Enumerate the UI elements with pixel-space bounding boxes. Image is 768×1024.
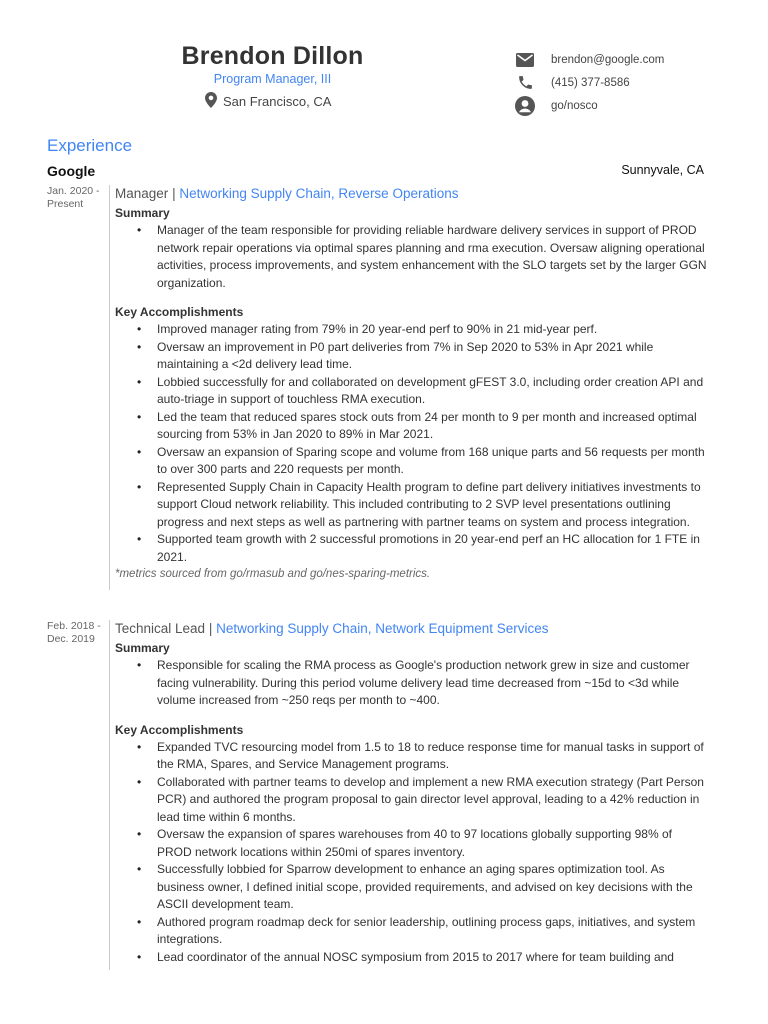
list-item: • Collaborated with partner teams to develop and implement a new RMA execution strategy (Part Person PCR) and authored the program proposal to gain director level approval, leading to a 42% reduction in lead time within 6 months. — [115, 774, 707, 827]
summary-list — [115, 222, 707, 292]
contact-golink[interactable] — [514, 94, 754, 117]
list-item: • Lobbied successfully for and collaborated on development gFEST 3.0, including order creation API and auto-triage in support of touchless RMA execution. — [115, 374, 707, 409]
contact-email-text[interactable]: brendon@google.com — [551, 53, 665, 66]
email-icon — [514, 49, 536, 71]
contact-golink-text[interactable]: go/nosco — [551, 99, 598, 112]
location-pin-icon — [205, 92, 217, 111]
metrics-note: *metrics sourced from go/rmasub and go/nes-sparing-metrics. — [115, 568, 431, 580]
list-item: • Successfully lobbied for Sparrow development to enhance an aging spares optimization tool. As business owner, I defined initial scope, provided requirements, and advised on key decisions with the ASCII development team. — [115, 861, 707, 914]
role-title — [115, 185, 707, 205]
company-location: Sunnyvale, CA — [621, 163, 704, 177]
candidate-name: Brendon Dillon — [181, 42, 364, 70]
contact-phone[interactable] — [514, 71, 754, 94]
role-start-date: Jan. 2020 - — [47, 185, 100, 197]
candidate-title[interactable]: Program Manager, III — [213, 72, 332, 86]
contact-list — [514, 48, 754, 117]
role-position: Technical Lead — [115, 621, 206, 636]
role-separator: | — [172, 186, 176, 201]
list-item: • Manager of the team responsible for providing reliable hardware delivery services in support of PROD network repair operations via optimal spares planning and rma execution. Oversaw aligning operational activities, process improvements, and system enhancement with the SLO targets set by the larger GGN organization. — [115, 222, 707, 292]
list-item: • Expanded TVC resourcing model from 1.5 to 18 to reduce response time for manual tasks in support of the RMA, Spares, and Service Management programs. — [115, 739, 707, 774]
list-item: • Supported team growth with 2 successful promotions in 20 year-end perf an HC allocation for 1 FTE in 2021. — [115, 531, 707, 566]
contact-email[interactable] — [514, 48, 754, 71]
company-name: Google — [47, 163, 96, 179]
contact-phone-text[interactable]: (415) 377-8586 — [551, 76, 630, 89]
role-dates — [47, 620, 109, 646]
accomplishments-label: Key Accomplishments — [115, 305, 244, 319]
accomplishments-label: Key Accomplishments — [115, 722, 244, 737]
role-body — [115, 620, 707, 966]
role-body — [115, 185, 707, 583]
role-position: Manager — [115, 186, 169, 201]
list-item: • Oversaw the expansion of spares warehouses from 40 to 97 locations globally supporting 98% of PROD network locations within 250mi of spares inventory. — [115, 826, 707, 861]
list-item: • Represented Supply Chain in Capacity Health program to define part delivery initiatives investments to support Cloud network reliability. This included contributing to 2 SVP level presentations outlining progress and next steps as well as partnering with partner teams on system and process integration. — [115, 479, 707, 532]
role-end-date: Dec. 2019 — [47, 633, 95, 645]
accomplishments-list — [115, 739, 707, 967]
role-start-date: Feb. 2018 - — [47, 620, 101, 632]
experience-heading: Experience — [47, 136, 133, 155]
list-item: • Authored program roadmap deck for senior leadership, outlining process gaps, initiatives, and system integrations. — [115, 914, 707, 949]
list-item: • Responsible for scaling the RMA process as Google's production network grew in size and customer facing vulnerability. During this period volume delivery lead time decreased from ~15d to <3d while volume increased from ~250 reqs per month to ~400. — [115, 657, 707, 710]
role-team: Networking Supply Chain, Network Equipment Services — [216, 621, 549, 636]
role-dates — [47, 185, 109, 211]
person-icon — [514, 95, 536, 117]
list-item: • Oversaw an expansion of Sparing scope and volume from 168 unique parts and 56 requests per month to over 300 parts and 220 requests per month. — [115, 444, 707, 479]
list-item: • Oversaw an improvement in P0 part deliveries from 7% in Sep 2020 to 53% in Apr 2021 while maintaining a <2d delivery lead time. — [115, 339, 707, 374]
phone-icon — [514, 72, 536, 94]
resume-header — [0, 0, 768, 130]
candidate-location — [205, 92, 331, 111]
list-item: • Improved manager rating from 79% in 20 year-end perf to 90% in 21 mid-year perf. — [115, 321, 707, 339]
role-team: Networking Supply Chain, Reverse Operations — [179, 186, 459, 201]
timeline-divider — [109, 185, 110, 590]
accomplishments-list — [115, 321, 707, 566]
location-text: San Francisco, CA — [223, 94, 332, 109]
summary-label: Summary — [115, 206, 170, 220]
role-separator: | — [208, 621, 213, 636]
summary-list — [115, 657, 707, 710]
summary-label: Summary — [115, 641, 170, 655]
role-end-date: Present — [47, 198, 84, 210]
timeline-divider — [109, 620, 110, 970]
list-item: • Led the team that reduced spares stock outs from 24 per month to 9 per month and increased optimal sourcing from 53% in Jan 2020 to 89% in Mar 2021. — [115, 409, 707, 444]
role-title — [115, 620, 707, 640]
list-item: • Lead coordinator of the annual NOSC symposium from 2015 to 2017 where for team building and — [115, 949, 707, 967]
